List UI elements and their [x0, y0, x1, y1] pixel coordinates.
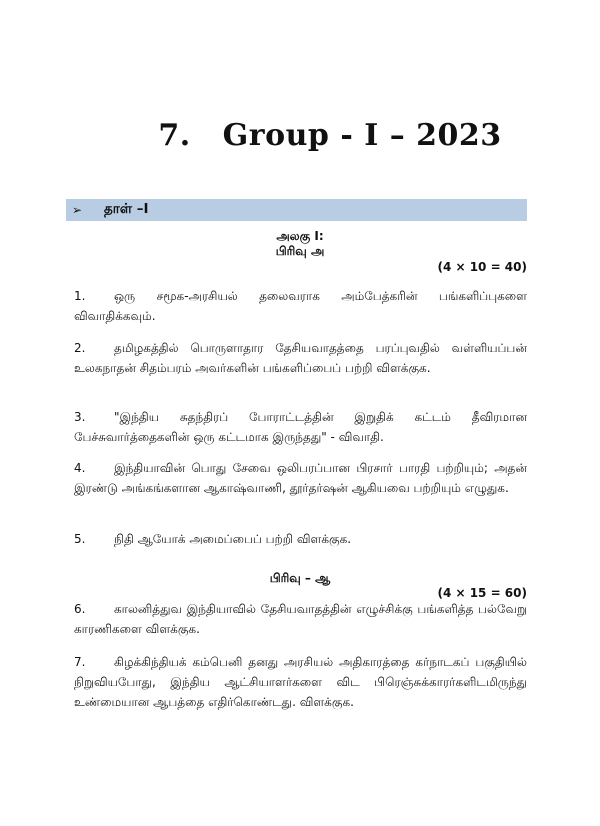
question-item: [74, 529, 527, 549]
question-text: ஒரு சமூக-அரசியல் தலைவராக அம்பேத்கரின் பங்களிப்புகளை விவாதிக்கவும்.: [74, 289, 527, 323]
question-item: [74, 338, 527, 378]
question-number: 3.: [74, 410, 86, 424]
question-number: 1.: [74, 289, 86, 303]
arrow-bullet-icon: ➢: [72, 203, 83, 217]
chapter-heading: [0, 118, 600, 153]
question-text: நிதி ஆயோக் அமைப்பைப் பற்றி விளக்குக.: [114, 532, 352, 546]
question-item: [74, 652, 527, 712]
question-item: [74, 286, 527, 326]
question-number: 5.: [74, 532, 86, 546]
question-item: [74, 407, 527, 447]
question-text: காலனித்துவ இந்தியாவில் தேசியவாதத்தின் எழுச்சிக்கு பங்களித்த பல்வேறு காரணிகளை விளக்குக.: [74, 602, 527, 636]
question-text: கிழக்கிந்தியக் கம்பெனி தனது அரசியல் அதிகாரத்தை கர்நாடகப் பகுதியில் நிறுவியபோது, இந்திய ஆட்சியாளர்களை விட பிரெஞ்சுக்காரர்களிடமிருந்து உண்மையான ஆபத்தை எதிர்கொண்டது. விளக்குக.: [74, 655, 527, 709]
part-b-marks: (4 × 15 = 60): [437, 586, 527, 600]
question-text: "இந்திய சுதந்திரப் போராட்டத்தின் இறுதிக் கட்டம் தீவிரமான பேச்சுவார்த்தைகளின் ஒரு கட்டமாக இருந்தது" - விவாதி.: [74, 410, 527, 444]
question-item: [74, 599, 527, 639]
chapter-number: 7.: [158, 118, 191, 153]
chapter-title: Group - I – 2023: [222, 118, 502, 153]
question-number: 6.: [74, 602, 86, 616]
unit-title: அலகு I:: [276, 229, 324, 243]
question-text: தமிழகத்தில் பொருளாதார தேசியவாதத்தை பரப்புவதில் வள்ளியப்பன் உலகநாதன் சிதம்பரம் அவர்களின் பங்களிப்பைப் பற்றி விளக்குக.: [74, 341, 527, 375]
question-number: 4.: [74, 461, 86, 475]
part-b-title: பிரிவு – ஆ: [269, 571, 331, 585]
section-title: தாள் –I: [104, 201, 149, 217]
part-a-marks: (4 × 10 = 40): [437, 260, 527, 274]
question-item: [74, 458, 527, 498]
question-text: இந்தியாவின் பொது சேவை ஒலிபரப்பான பிரசார் பாரதி பற்றியும்; அதன் இரண்டு அங்கங்களான ஆகாஷ்வாணி, தூர்தர்ஷன் ஆகியவை பற்றியும் எழுதுக.: [74, 461, 527, 495]
question-number: 2.: [74, 341, 86, 355]
question-number: 7.: [74, 655, 86, 669]
part-a-title: பிரிவு அ: [275, 244, 325, 258]
section-header-bar: [66, 199, 527, 221]
